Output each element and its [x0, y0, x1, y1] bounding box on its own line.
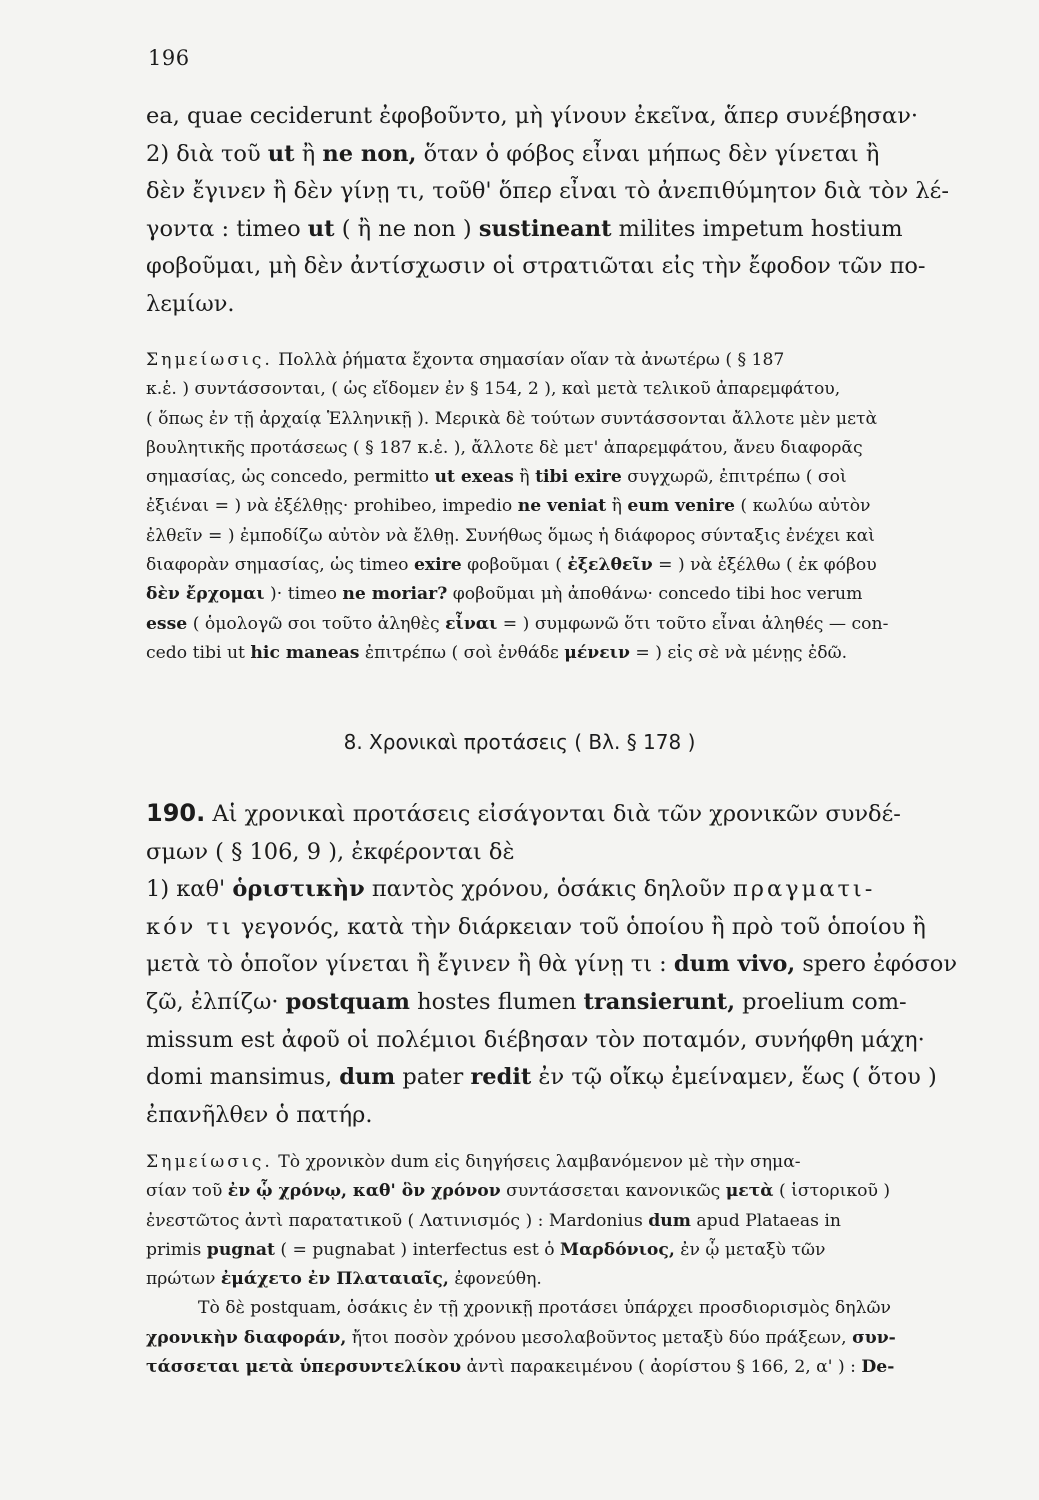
text-run: Μαρδόνιος,	[560, 1239, 675, 1260]
text-run: Τὸ δὲ postquam, ὁσάκις ἐν τῇ χρονικῇ προτάσει ὑπάρχει προσδιορισμὸς δηλῶν	[198, 1298, 891, 1319]
text-run: ἐν ᾧ χρόνῳ, καθ' ὃν χρόνον	[227, 1181, 501, 1202]
text-line	[146, 946, 991, 984]
text-run: φοβοῦμαι, μὴ δὲν ἀντίσχωσιν οἱ στρατιῶται εἰς τὴν ἔφοδον τῶν πο-	[146, 253, 926, 280]
text-run: τάσσεται μετὰ ὑπερσυντελίκου	[146, 1357, 462, 1378]
text-run: παντὸς χρόνου, ὁσάκις δηλοῦν	[364, 876, 733, 903]
text-run: ea, quae ceciderunt ἐφοβοῦντο, μὴ γίνουν ἐκεῖνα, ἅπερ συνέβησαν·	[146, 103, 919, 129]
text-line	[146, 580, 991, 609]
text-run: γεγονός, κατὰ τὴν διάρκειαν τοῦ ὁποίου ἢ πρὸ τοῦ ὁποίου ἢ	[233, 913, 926, 940]
text-line	[146, 1207, 991, 1236]
text-run: ( ἢ ne non )	[334, 215, 479, 242]
text-run: ( κωλύω αὐτὸν	[734, 496, 871, 517]
text-run: hostes flumen	[409, 988, 584, 1015]
text-line	[146, 834, 991, 872]
text-run: Σημείωσις.	[146, 1152, 273, 1172]
text-run: domi mansimus,	[146, 1064, 340, 1091]
text-run: ζῶ, ἐλπίζω·	[146, 988, 286, 1015]
paragraph-temporal-clauses	[146, 795, 991, 1134]
text-run: ὁριστικὴν	[232, 876, 365, 903]
text-run: φοβοῦμαι (	[461, 555, 568, 576]
text-run: milites impetum hostium	[611, 215, 903, 242]
text-run: συντάσσεται κανονικῶς	[500, 1181, 726, 1202]
text-run: Πολλὰ ῥήματα ἔχοντα σημασίαν οἵαν τὰ ἀνωτέρω ( § 187	[272, 350, 785, 370]
text-run: ἐπιτρέπω ( σοὶ ἐνθάδε	[359, 642, 565, 663]
text-run: κόν τι	[146, 913, 234, 940]
text-run: βουλητικῆς προτάσεως ( § 187 κ.ἑ. ), ἄλλοτε δὲ μετ' ἀπαρεμφάτου, ἄνευ διαφορᾶς	[146, 437, 863, 458]
text-run: εἶναι	[445, 613, 498, 634]
text-run: 2) διὰ τοῦ	[146, 140, 268, 167]
text-line	[146, 346, 991, 375]
text-run: tibi exire	[535, 467, 622, 488]
text-line	[146, 1022, 991, 1060]
text-run: ne non,	[322, 140, 417, 167]
text-run: ut	[307, 215, 335, 242]
text-line	[146, 551, 991, 580]
text-run: redit	[470, 1064, 532, 1091]
text-run: ne veniat	[517, 496, 607, 517]
text-run: sustineant	[478, 215, 612, 242]
text-run: μένειν	[564, 642, 630, 663]
text-run: σίαν τοῦ	[146, 1181, 228, 1202]
text-line	[146, 463, 991, 492]
text-run: = ) νὰ ἐξέλθω ( ἐκ φόβου	[652, 555, 877, 576]
text-run: ἢ	[513, 467, 536, 488]
text-line	[146, 522, 991, 551]
text-run: spero ἐφόσον	[795, 951, 958, 978]
text-run: missum est ἀφοῦ οἱ πολέμιοι διέβησαν τὸν ποταμόν, συνήφθη μάχη·	[146, 1026, 925, 1053]
text-run: ( ἱστορικοῦ )	[773, 1181, 891, 1202]
text-line	[146, 434, 991, 463]
text-run: ἐφονεύθη.	[448, 1269, 542, 1290]
text-line	[146, 1097, 991, 1135]
text-line	[146, 98, 991, 136]
section-heading: 8. Χρονικαὶ προτάσεις ( Βλ. § 178 )	[343, 730, 696, 754]
text-run: ἐμάχετο ἐν Πλαταιαῖς,	[220, 1269, 449, 1290]
text-run: ὅταν ὁ φόβος εἶναι μήπως δὲν γίνεται ἢ	[416, 140, 880, 167]
section-number: 190.	[146, 799, 206, 827]
text-run: κ.ἑ. ) συντάσσονται, ( ὡς εἴδομεν ἐν § 154, 2 ), καὶ μετὰ τελικοῦ ἀπαρεμφάτου,	[146, 379, 841, 400]
text-run: χρονικὴν διαφοράν,	[146, 1327, 347, 1348]
text-line	[146, 639, 991, 668]
text-run: ἐν τῷ οἴκῳ ἐμείναμεν, ἕως ( ὅτου )	[531, 1064, 937, 1091]
text-run: συν-	[852, 1327, 896, 1348]
text-line	[146, 610, 991, 639]
text-run: συγχωρῶ, ἐπιτρέπω ( σοὶ	[621, 467, 847, 488]
text-run: ut exeas	[434, 467, 514, 488]
note-dum-postquam	[146, 1148, 991, 1382]
text-run: ἐξιέναι = ) νὰ ἐξέλθῃς· prohibeo, impedio	[146, 496, 518, 517]
text-run: pater	[395, 1064, 471, 1091]
text-run: ut	[267, 140, 295, 167]
text-run: σμων ( § 106, 9 ), ἐκφέρονται δὲ	[146, 838, 515, 865]
text-run: Αἱ χρονικαὶ προτάσεις εἰσάγονται διὰ τῶν χρονικῶν συνδέ-	[205, 801, 901, 827]
text-run: De-	[861, 1357, 895, 1378]
text-run: ἢ	[294, 140, 323, 167]
text-line	[146, 248, 991, 286]
text-line	[146, 492, 991, 521]
text-run: ἐνεστῶτος ἀντὶ παρατατικοῦ ( Λατινισμός ) : Mardonius	[146, 1210, 649, 1231]
text-run: transierunt,	[583, 988, 736, 1015]
text-run: dum	[648, 1210, 691, 1231]
text-run: ἢ	[606, 496, 628, 517]
text-run: apud Plataeas in	[690, 1210, 841, 1231]
text-line	[146, 1353, 991, 1382]
text-run: ἐπανῆλθεν ὁ πατήρ.	[146, 1101, 373, 1128]
text-line	[146, 173, 991, 211]
text-run: ( = pugnabat ) interfectus est ὁ	[274, 1239, 561, 1260]
text-run: δὲν ἔγινεν ἢ δὲν γίνῃ τι, τοῦθ' ὅπερ εἶναι τὸ ἀνεπιθύμητον διὰ τὸν λέ-	[146, 178, 949, 205]
text-run: ἤτοι ποσὸν χρόνου μεσολαβοῦντος μεταξὺ δύο πράξεων,	[346, 1327, 853, 1348]
text-run: esse	[146, 613, 188, 634]
text-line	[146, 405, 991, 434]
page-number: 196	[148, 46, 190, 70]
text-run: postquam	[285, 988, 410, 1015]
text-run: = ) εἰς σὲ νὰ μένῃς ἐδῶ.	[629, 642, 848, 663]
text-run: eum venire	[627, 496, 735, 517]
text-line	[146, 375, 991, 404]
text-run: )· timeo	[264, 584, 343, 605]
text-line	[146, 1324, 991, 1353]
text-line	[146, 136, 991, 174]
text-line	[146, 286, 991, 324]
text-run: cedo tibi ut	[146, 642, 251, 663]
text-run: ( ὁμολογῶ σοι τοῦτο ἀληθὲς	[187, 613, 446, 634]
text-line	[146, 984, 991, 1022]
text-run: ἐξελθεῖν	[567, 555, 653, 576]
text-line	[146, 1177, 991, 1206]
text-run: pugnat	[206, 1239, 275, 1260]
text-run: dum vivo,	[673, 951, 796, 978]
text-run: hic maneas	[250, 642, 360, 663]
text-line	[146, 1236, 991, 1265]
paragraph-first-line	[146, 795, 991, 834]
text-run: proelium com-	[735, 988, 907, 1015]
text-run: ne moriar?	[342, 584, 448, 605]
text-run: γοντα : timeo	[146, 215, 308, 242]
text-line	[146, 1294, 991, 1323]
text-run: ἀντὶ παρακειμένου ( ἀορίστου § 166, 2, α' ) :	[461, 1357, 862, 1378]
text-run: ἐλθεῖν = ) ἐμποδίζω αὐτὸν νὰ ἔλθῃ. Συνήθως ὅμως ἡ διάφορος σύνταξις ἐνέχει καὶ	[146, 525, 876, 546]
text-run: φοβοῦμαι μὴ ἀποθάνω· concedo tibi hoc verum	[447, 584, 863, 605]
text-run: πρώτων	[146, 1269, 221, 1290]
text-run: ἐν ᾧ μεταξὺ τῶν	[674, 1239, 826, 1260]
text-run: πραγματι-	[732, 876, 876, 903]
text-run: μετὰ τὸ ὁποῖον γίνεται ἢ ἔγινεν ἢ θὰ γίνῃ τι :	[146, 951, 674, 978]
text-run: 1) καθ'	[146, 876, 233, 903]
text-line	[146, 1148, 991, 1177]
text-run: = ) συμφωνῶ ὅτι τοῦτο εἶναι ἀληθές — con-	[497, 613, 889, 634]
text-run: dum	[339, 1064, 396, 1091]
text-run: σημασίας, ὡς concedo, permitto	[146, 467, 435, 488]
text-line	[146, 871, 991, 909]
text-line	[146, 909, 991, 947]
text-run: exire	[413, 555, 462, 576]
text-run: ( ὅπως ἐν τῇ ἀρχαίᾳ Ἑλληνικῇ ). Μερικὰ δὲ τούτων συντάσσονται ἄλλοτε μὲν μετὰ	[146, 408, 878, 429]
text-run: primis	[146, 1239, 207, 1260]
text-run: μετὰ	[725, 1181, 774, 1202]
text-run: λεμίων.	[146, 290, 235, 317]
text-run: δὲν ἔρχομαι	[146, 584, 265, 605]
text-run: Τὸ χρονικὸν dum εἰς διηγήσεις λαμβανόμενον μὲ τὴν σημα-	[272, 1152, 801, 1172]
text-line	[146, 1265, 991, 1294]
text-line	[146, 211, 991, 249]
paragraph-fear-clauses	[146, 98, 991, 324]
text-run: Σημείωσις.	[146, 350, 273, 370]
text-run: διαφορὰν σημασίας, ὡς timeo	[146, 555, 414, 576]
note-verbs-of-fearing	[146, 346, 991, 668]
text-line	[146, 1059, 991, 1097]
